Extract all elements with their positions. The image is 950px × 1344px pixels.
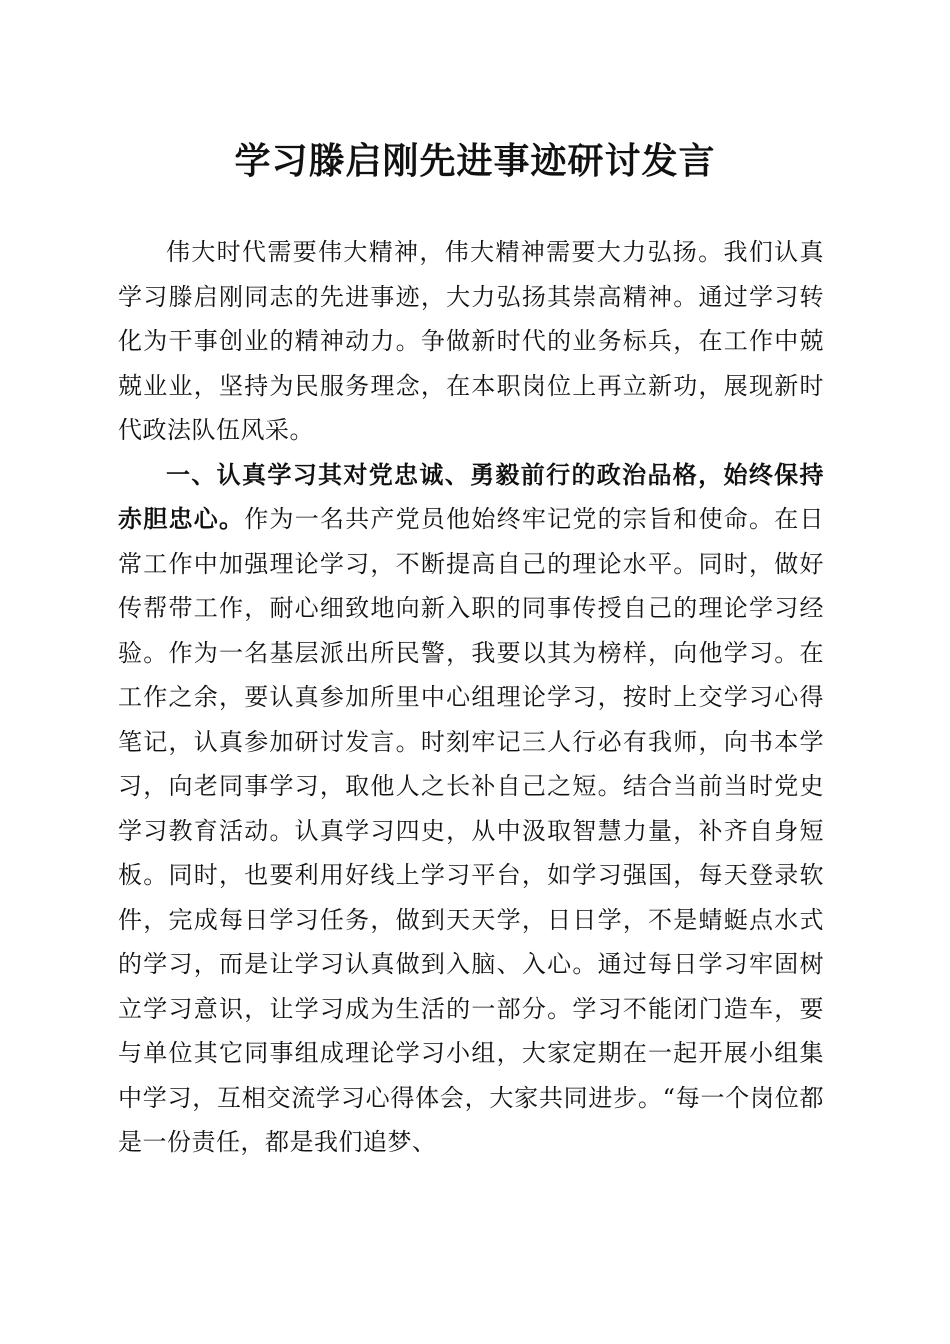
section-one-paragraph <box>118 453 824 1165</box>
intro-paragraph-text: 伟大时代需要伟大精神，伟大精神需要大力弘扬。我们认真学习滕启刚同志的先进事迹，大力弘扬其崇高精神。通过学习转化为干事创业的精神动力。争做新时代的业务标兵，在工作中兢兢业业，坚持为民服务理念，在本职岗位上再立新功，展现新时代政法队伍风采。 <box>118 238 824 444</box>
section-one-heading: 一、认真学习其对党忠诚、勇毅前行的政治品格，始终保持赤胆忠心。 <box>118 460 824 533</box>
intro-paragraph <box>118 230 824 453</box>
document-body <box>118 230 824 1165</box>
document-title: 学习滕启刚先进事迹研讨发言 <box>234 140 716 182</box>
section-one-text: 作为一名共产党员他始终牢记党的宗旨和使命。在日常工作中加强理论学习，不断提高自己的理论水平。同时，做好传帮带工作，耐心细致地向新入职的同事传授自己的理论学习经验。作为一名基层派出所民警，我要以其为榜样，向他学习。在工作之余，要认真参加所里中心组理论学习，按时上交学习心得笔记，认真参加研讨发言。时刻牢记三人行必有我师，向书本学习，向老同事学习，取他人之长补自己之短。结合当前当时党史学习教育活动。认真学习四史，从中汲取智慧力量，补齐自身短板。同时，也要利用好线上学习平台，如学习强国，每天登录软件，完成每日学习任务，做到天天学，日日学，不是蜻蜓点水式的学习，而是让学习认真做到入脑、入心。通过每日学习牢固树立学习意识，让学习成为生活的一部分。学习不能闭门造车，要与单位其它同事组成理论学习小组，大家定期在一起开展小组集中学习，互相交流学习心得体会，大家共同进步。“每一个岗位都是一份责任，都是我们追梦、 <box>118 505 825 1156</box>
